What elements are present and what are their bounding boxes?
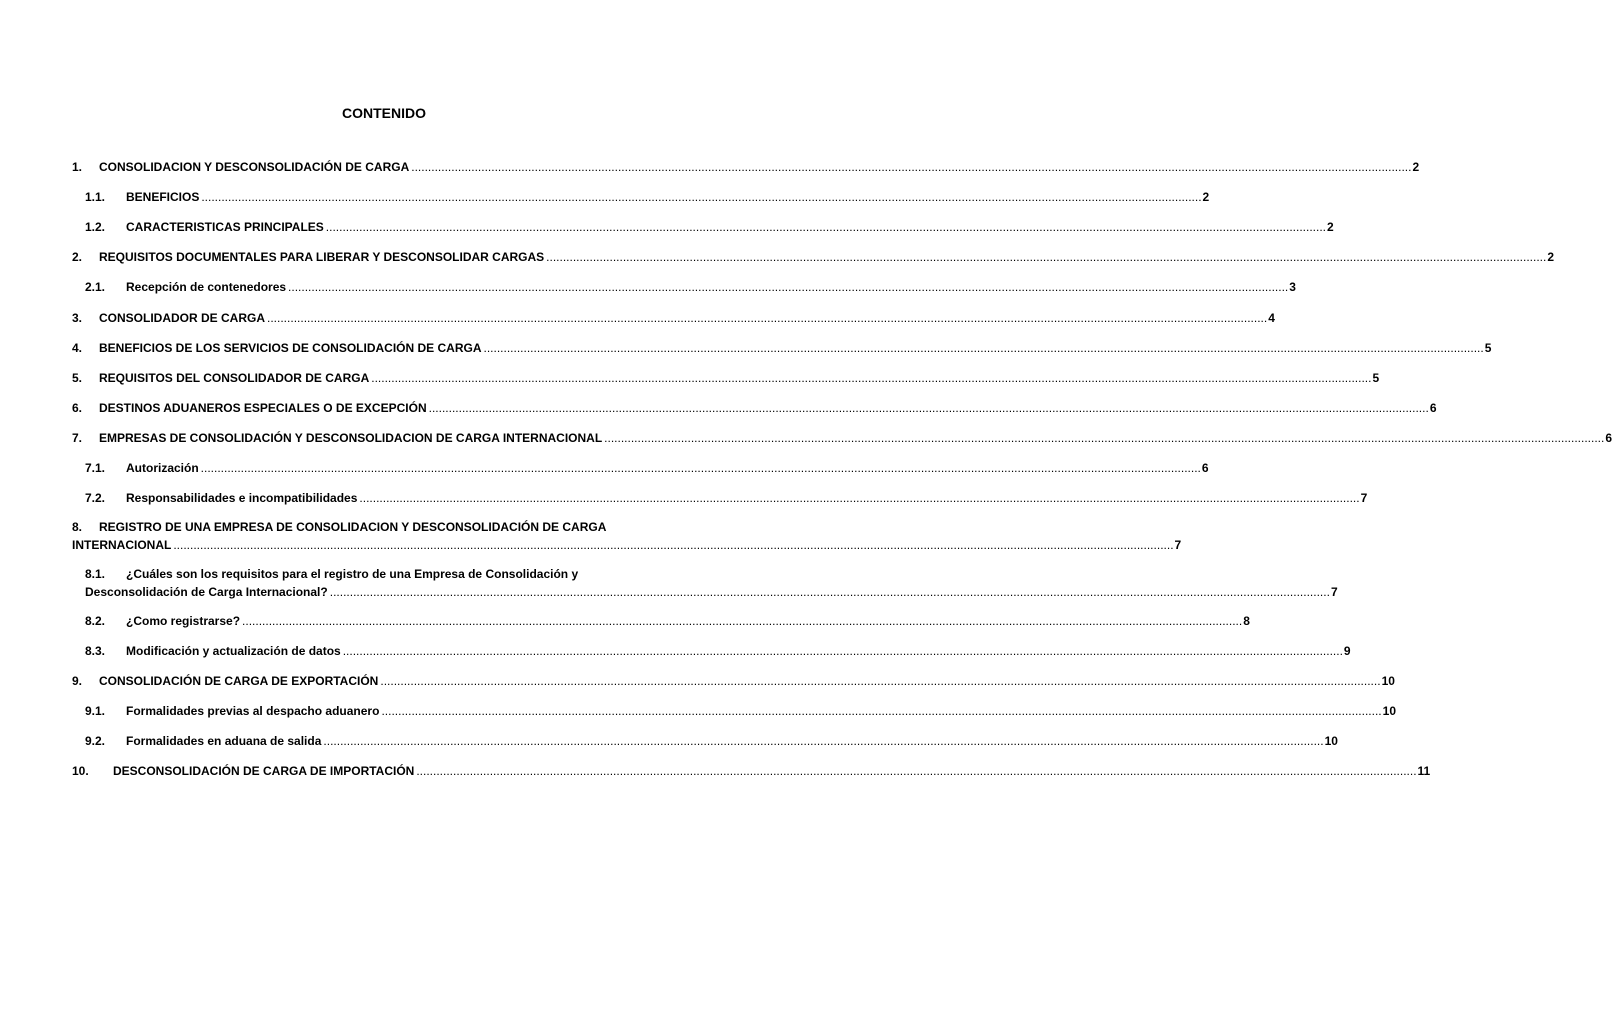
toc-entry-9[interactable] — [72, 672, 1395, 690]
toc-title-line1: REGISTRO DE UNA EMPRESA DE CONSOLIDACION Y DESCONSOLIDACIÓN DE CARGA — [99, 520, 607, 534]
toc-number: 6. — [72, 401, 83, 415]
toc-title: Recepción de contenedores — [126, 280, 287, 294]
toc-page-number: 3 — [1289, 280, 1296, 294]
toc-leader-dots: ............................................................................................................................................................................................................................................................................................................ — [242, 614, 1243, 628]
toc-number: 9.1. — [85, 704, 106, 718]
toc-leader-dots: ............................................................................................................................................................................................................................................................................................................ — [380, 674, 1381, 688]
toc-number: 8.1. — [85, 567, 106, 581]
toc-entry-8-2[interactable] — [72, 612, 1250, 630]
toc-number: 1.2. — [85, 220, 106, 234]
toc-title: REQUISITOS DEL CONSOLIDADOR DE CARGA — [99, 371, 370, 385]
toc-page-number: 7 — [1174, 538, 1182, 552]
toc-title: Modificación y actualización de datos — [126, 644, 341, 658]
toc-page-number: 11 — [1417, 764, 1431, 778]
toc-number: 4. — [72, 341, 83, 355]
toc-leader-dots: ............................................................................................................................................................................................................................................................................................................ — [359, 491, 1360, 505]
toc-leader-dots: ............................................................................................................................................................................................................................................................................................................ — [416, 764, 1417, 778]
toc-number: 1.1. — [85, 190, 106, 204]
toc-title: Autorización — [126, 461, 199, 475]
toc-entry-8[interactable] — [72, 518, 1182, 554]
toc-number: 9.2. — [85, 734, 106, 748]
toc-number: 8.3. — [85, 644, 106, 658]
toc-entry-4[interactable] — [72, 339, 1492, 357]
toc-entry-7[interactable] — [72, 429, 1612, 447]
toc-title: CONSOLIDACION Y DESCONSOLIDACIÓN DE CARGA — [99, 160, 410, 174]
toc-entry-2[interactable] — [72, 248, 1555, 266]
toc-number: 2. — [72, 250, 83, 264]
toc-title: ¿Como registrarse? — [126, 614, 241, 628]
toc-leader-dots: ............................................................................................................................................................................................................................................................................................................ — [371, 371, 1372, 385]
toc-page-number: 5 — [1372, 371, 1380, 385]
toc-entry-7-2[interactable] — [72, 489, 1368, 507]
toc-entry-3[interactable] — [72, 309, 1275, 327]
toc-page-number: 10 — [1381, 674, 1395, 688]
toc-leader-dots: ............................................................................................................................................................................................................................................................................................................ — [201, 190, 1202, 204]
toc-leader-dots: ............................................................................................................................................................................................................................................................................................................ — [342, 644, 1343, 658]
toc-entry-7-1[interactable] — [72, 459, 1209, 477]
toc-title: BENEFICIOS — [126, 190, 200, 204]
toc-page-number: 2 — [1327, 220, 1334, 234]
toc-title: Responsabilidades e incompatibilidades — [126, 491, 358, 505]
toc-title: CONSOLIDACIÓN DE CARGA DE EXPORTACIÓN — [99, 674, 379, 688]
toc-leader-dots: ............................................................................................................................................................................................................................................................................................................ — [428, 401, 1429, 415]
toc-title: Formalidades en aduana de salida — [126, 734, 322, 748]
toc-number: 7. — [72, 431, 83, 445]
toc-leader-dots: ............................................................................................................................................................................................................................................................................................................ — [546, 250, 1547, 264]
toc-leader-dots: ............................................................................................................................................................................................................................................................................................................ — [483, 341, 1484, 355]
toc-title: BENEFICIOS DE LOS SERVICIOS DE CONSOLIDACIÓN DE CARGA — [99, 341, 482, 355]
toc-leader-dots: ............................................................................................................................................................................................................................................................................................................ — [381, 704, 1382, 718]
toc-number: 10. — [72, 764, 89, 778]
toc-entry-8-1[interactable] — [72, 565, 1338, 601]
toc-page-number: 8 — [1243, 614, 1250, 628]
toc-title: DESCONSOLIDACIÓN DE CARGA DE IMPORTACIÓN — [113, 764, 415, 778]
toc-entry-6[interactable] — [72, 399, 1437, 417]
toc-number: 3. — [72, 311, 83, 325]
toc-title: EMPRESAS DE CONSOLIDACIÓN Y DESCONSOLIDACION DE CARGA INTERNACIONAL — [99, 431, 603, 445]
toc-entry-9-1[interactable] — [72, 702, 1396, 720]
toc-page-number: 5 — [1484, 341, 1492, 355]
toc-title-line2: Desconsolidación de Carga Internacional? — [85, 585, 328, 599]
toc-page-number: 6 — [1201, 461, 1209, 475]
toc-entry-10[interactable] — [72, 762, 1431, 780]
toc-leader-dots: ............................................................................................................................................................................................................................................................................................................ — [604, 431, 1605, 445]
toc-page-number: 2 — [1412, 160, 1420, 174]
toc-number: 5. — [72, 371, 83, 385]
toc-page-number: 2 — [1202, 190, 1210, 204]
toc-page-number: 9 — [1343, 644, 1351, 658]
toc-number: 7.1. — [85, 461, 106, 475]
toc-title: DESTINOS ADUANEROS ESPECIALES O DE EXCEPCIÓN — [99, 401, 427, 415]
toc-number: 9. — [72, 674, 83, 688]
toc-leader-dots: ............................................................................................................................................................................................................................................................................................................ — [288, 280, 1289, 294]
toc-page-number: 6 — [1605, 431, 1612, 445]
toc-page-number: 6 — [1429, 401, 1437, 415]
toc-number: 8.2. — [85, 614, 106, 628]
toc-page-number: 10 — [1382, 704, 1396, 718]
toc-leader-dots: ............................................................................................................................................................................................................................................................................................................ — [325, 220, 1326, 234]
toc-leader-dots: ............................................................................................................................................................................................................................................................................................................ — [267, 311, 1268, 325]
toc-number: 8. — [72, 520, 83, 534]
toc-page-number: 4 — [1268, 311, 1275, 325]
page-title: CONTENIDO — [342, 105, 426, 121]
toc-entry-1-1[interactable] — [72, 188, 1210, 206]
toc-entry-5[interactable] — [72, 369, 1380, 387]
toc-number: 1. — [72, 160, 83, 174]
toc-entry-8-3[interactable] — [72, 642, 1351, 660]
toc-leader-dots: ............................................................................................................................................................................................................................................................................................................ — [200, 461, 1201, 475]
toc-title-line1: ¿Cuáles son los requisitos para el registro de una Empresa de Consolidación y — [126, 567, 579, 581]
toc-leader-dots: ............................................................................................................................................................................................................................................................................................................ — [173, 538, 1174, 552]
toc-entry-9-2[interactable] — [72, 732, 1338, 750]
toc-leader-dots: ............................................................................................................................................................................................................................................................................................................ — [411, 160, 1412, 174]
toc-title: Formalidades previas al despacho aduanero — [126, 704, 380, 718]
toc-title-line2: INTERNACIONAL — [72, 538, 172, 552]
toc-page-number: 7 — [1360, 491, 1368, 505]
toc-number: 2.1. — [85, 280, 106, 294]
toc-title: REQUISITOS DOCUMENTALES PARA LIBERAR Y DESCONSOLIDAR CARGAS — [99, 250, 545, 264]
toc-entry-2-1[interactable] — [72, 278, 1296, 296]
toc-title: CONSOLIDADOR DE CARGA — [99, 311, 266, 325]
toc-leader-dots: ............................................................................................................................................................................................................................................................................................................ — [329, 585, 1330, 599]
toc-page-number: 7 — [1330, 585, 1338, 599]
toc-page-number: 2 — [1547, 250, 1555, 264]
toc-title: CARACTERISTICAS PRINCIPALES — [126, 220, 324, 234]
toc-entry-1[interactable] — [72, 158, 1420, 176]
toc-page-number: 10 — [1324, 734, 1338, 748]
toc-leader-dots: ............................................................................................................................................................................................................................................................................................................ — [323, 734, 1324, 748]
toc-entry-1-2[interactable] — [72, 218, 1334, 236]
toc-number: 7.2. — [85, 491, 106, 505]
